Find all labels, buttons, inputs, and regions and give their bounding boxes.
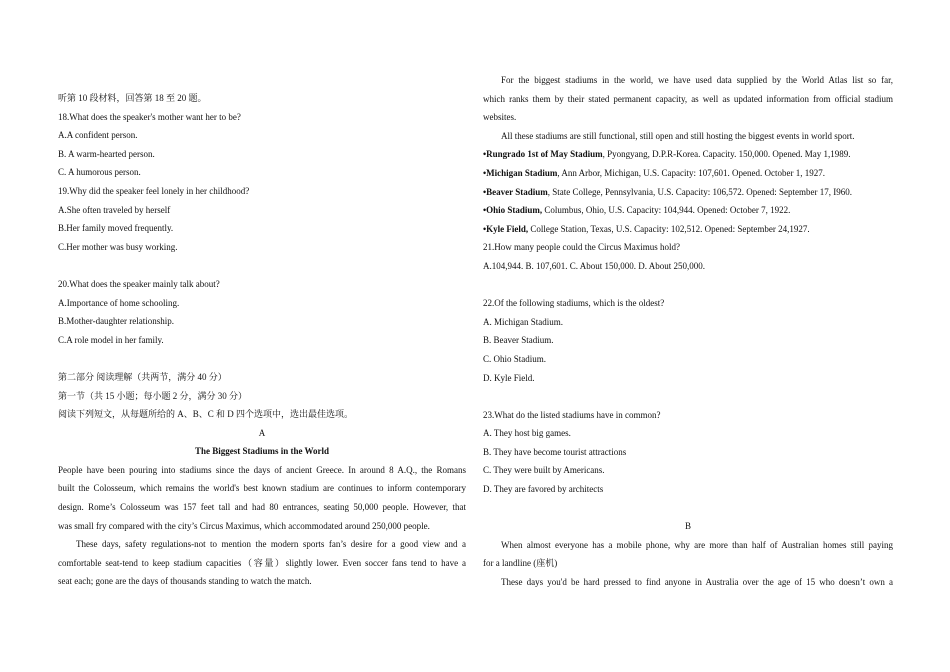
part-2-heading: 第二部分 阅读理解（共两节，满分 40 分） — [58, 371, 227, 382]
option-18b: B. A warm-hearted person. — [58, 148, 155, 159]
option-18a: A.A confident person. — [58, 130, 138, 141]
option-22c: C. Ohio Stadium. — [483, 353, 547, 364]
passage-b-p2-line1: These days you'd be hard pressed to find anyone in Australia over the age of 15 who doesn’t own a — [501, 577, 893, 588]
option-19c: C.Her mother was busy working. — [58, 241, 178, 252]
right-column — [483, 71, 893, 592]
option-20b: B.Mother-daughter relationship. — [58, 316, 175, 327]
option-19a: A.She often traveled by herself — [58, 204, 171, 215]
passage-a-p2-line3: seat each; gone are the days of thousands standing to watch the match. — [58, 576, 312, 587]
option-23a: A. They host big games. — [483, 428, 571, 439]
stadium-name: •Kyle Field, — [483, 223, 529, 234]
option-20a: A.Importance of home schooling. — [58, 297, 180, 308]
stadium-name: •Rungrado 1st of May Stadium — [483, 149, 603, 160]
stadium-name: •Michigan Stadium — [483, 167, 558, 178]
passage-a-p4: All these stadiums are still functional, still open and still hosting the biggest events in world sport. — [501, 130, 855, 141]
stadium-details: Columbus, Ohio, U.S. Capacity: 104,944. Opened: October 7, 1922. — [542, 205, 791, 216]
passage-a-p1-line4: was small fry compared with the city’s Circus Maximus, which accommodated around 250,000 people. — [58, 520, 430, 531]
listening-instruction: 听第 10 段材料，回答第 18 至 20 题。 — [58, 93, 207, 103]
option-22d: D. Kyle Field. — [483, 372, 535, 383]
passage-a-p1-line1: People have been pouring into stadiums since the days of ancient Greece. In around 8 A.Q., the Romans — [58, 464, 466, 475]
stadium-name: •Beaver Stadium — [483, 186, 548, 197]
stadium-item — [483, 220, 893, 239]
option-19b: B.Her family moved frequently. — [58, 223, 174, 234]
option-23b: B. They have become tourist attractions — [483, 446, 627, 457]
section-1-heading: 第一节（共 15 小题；每小题 2 分，满分 30 分） — [58, 390, 248, 401]
stadium-details: , Ann Arbor, Michigan, U.S. Capacity: 107,601. Opened. October 1, 1927. — [557, 167, 826, 178]
passage-a-p1-line3: design. Rome’s Colosseum was 157 feet tall and had 80 entrances, seating 50,000 people. However, that — [58, 502, 466, 513]
stadium-name: •Ohio Stadium, — [483, 205, 543, 216]
passage-a-p3-line3: websites. — [483, 112, 517, 123]
question-21: 21.How many people could the Circus Maximus hold? — [483, 242, 680, 253]
stadium-item — [483, 145, 893, 164]
passage-a-p3-line2: which ranks them by their stated permanent capacity, as well as updated information from official stadium — [483, 93, 893, 104]
reading-instruction: 阅读下列短文，从每题所给的 A、B、C 和 D 四个选项中，选出最佳选项。 — [58, 409, 354, 420]
passage-b-p1-line2: for a landline (座机) — [483, 558, 558, 569]
passage-b-p1-line1: When almost everyone has a mobile phone, why are more than half of Australian homes still paying — [501, 539, 893, 550]
stadium-details: , Pyongyang, D.P.R-Korea. Capacity. 150,000. Opened. May 1,1989. — [602, 149, 851, 160]
option-23c: C. They were built by Americans. — [483, 465, 605, 476]
option-22b: B. Beaver Stadium. — [483, 335, 554, 346]
passage-a-p2-line2: comfortable seat-tend to keep stadium capacities（容量）slightly lower. Even soccer fans tend to have a — [58, 557, 466, 568]
passage-a-p1-line2: built the Colosseum, which remains the world's best known stadium are continues to inform contemporary — [58, 483, 466, 494]
passage-b-label: B — [684, 521, 691, 532]
passage-a-p2-line1: These days, safety regulations-not to mention the modern sports fan’s desire for a good view and a — [76, 539, 466, 550]
passage-a-label: A — [258, 427, 266, 438]
option-20c: C.A role model in her family. — [58, 334, 164, 345]
question-20: 20.What does the speaker mainly talk about? — [58, 278, 220, 289]
left-column — [58, 89, 466, 591]
stadium-details: College Station, Texas, U.S. Capacity: 102,512. Opened: September 24,1927. — [528, 223, 810, 234]
option-18c: C. A humorous person. — [58, 167, 141, 178]
options-21: A.104,944. B. 107,601. C. About 150,000. D. About 250,000. — [483, 260, 706, 271]
stadium-details: , State College, Pennsylvania, U.S. Capacity: 106,572. Opened: September 17, I960. — [547, 186, 852, 197]
stadium-item — [483, 183, 893, 202]
question-22: 22.Of the following stadiums, which is the oldest? — [483, 298, 665, 309]
question-18: 18.What does the speaker's mother want her to be? — [58, 111, 241, 122]
stadium-item — [483, 201, 893, 220]
option-23d: D. They are favored by architects — [483, 484, 604, 495]
question-19: 19.Why did the speaker feel lonely in her childhood? — [58, 185, 250, 196]
stadium-item — [483, 164, 893, 183]
passage-a-title: The Biggest Stadiums in the World — [194, 446, 330, 457]
passage-a-p3-line1: For the biggest stadiums in the world, we have used data supplied by the World Atlas list so far, — [501, 75, 893, 85]
option-22a: A. Michigan Stadium. — [483, 316, 563, 327]
question-23: 23.What do the listed stadiums have in common? — [483, 409, 661, 420]
